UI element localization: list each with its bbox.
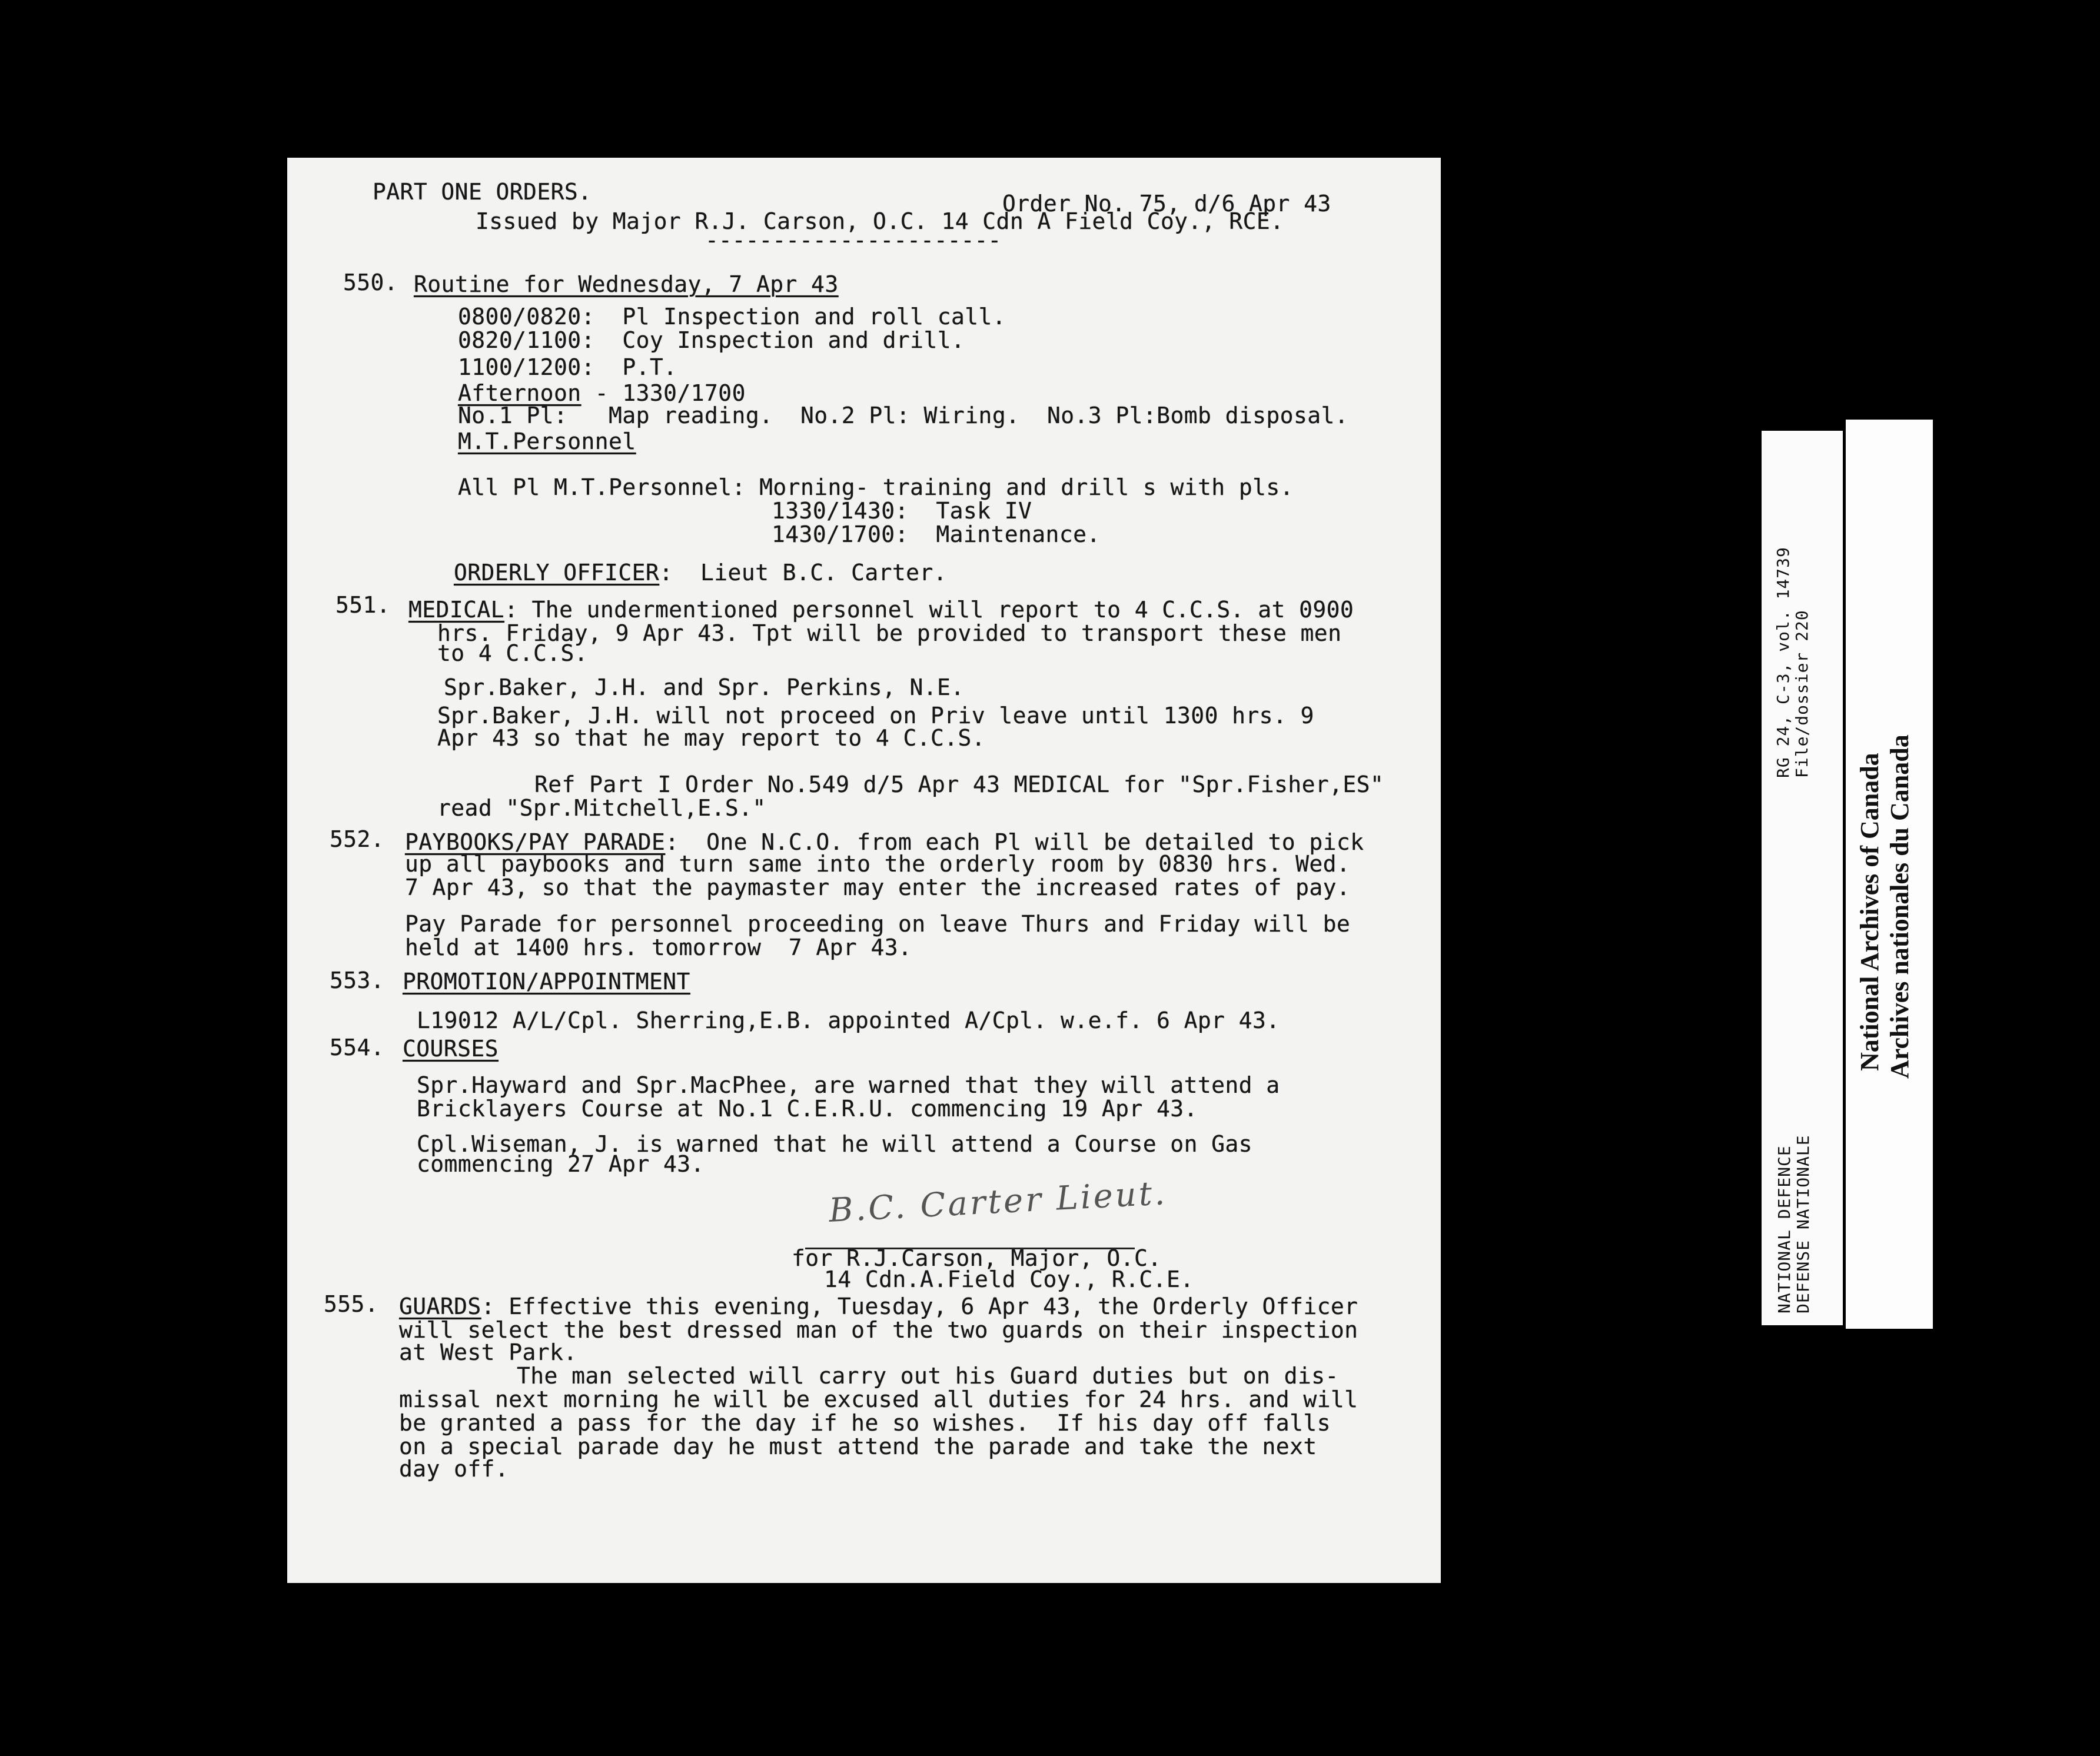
item-552-number: 552.	[330, 826, 385, 852]
schedule-line: 0800/0820: Pl Inspection and roll call.	[458, 304, 1006, 330]
archive-name-fr: Archives nationales du Canada	[1885, 734, 1914, 1079]
afternoon-time: - 1330/1700	[581, 380, 746, 406]
item-554-line: commencing 27 Apr 43.	[417, 1151, 705, 1177]
item-552-line: held at 1400 hrs. tomorrow 7 Apr 43.	[405, 934, 912, 960]
item-551-names: Spr.Baker, J.H. and Spr. Perkins, N.E.	[444, 674, 965, 700]
item-555-line: The man selected will carry out his Guard duties but on dis-	[517, 1363, 1339, 1389]
promotion-heading: PROMOTION/APPOINTMENT	[403, 969, 690, 995]
guards-heading: GUARDS	[399, 1293, 481, 1319]
item-555-line: at West Park.	[399, 1339, 577, 1365]
signature-unit-line: 14 Cdn.A.Field Coy., R.C.E.	[824, 1266, 1194, 1292]
mt-line: 1430/1700: Maintenance.	[772, 521, 1101, 547]
item-554-number: 554.	[330, 1035, 385, 1060]
medical-heading: MEDICAL	[408, 597, 504, 623]
item-551-line	[408, 598, 1354, 621]
document-page	[287, 158, 1441, 1583]
item-555-line: on a special parade day he must attend the parade and take the next	[399, 1434, 1317, 1459]
orderly-officer-value: : Lieut B.C. Carter.	[659, 560, 948, 586]
item-551-text: : The undermentioned personnel will report to 4 C.C.S. at 0900	[504, 597, 1354, 623]
item-552-text: : One N.C.O. from each Pl will be detailed to pick	[665, 829, 1364, 855]
item-551-line: Apr 43 so that he may report to 4 C.C.S.	[437, 725, 986, 751]
archive-name-card	[1846, 420, 1933, 1329]
item-555-number: 555.	[324, 1291, 379, 1317]
item-554-line: Bricklayers Course at No.1 C.E.R.U. commencing 19 Apr 43.	[417, 1096, 1198, 1122]
item-555-line: will select the best dressed man of the two guards on their inspection	[399, 1317, 1358, 1343]
archive-name-en: National Archives of Canada	[1855, 753, 1884, 1071]
header-rule: ----------------------	[705, 227, 1002, 253]
order-number: Order No. 75, d/6 Apr 43	[1002, 191, 1331, 217]
item-551-line: Spr.Baker, J.H. will not proceed on Priv leave until 1300 hrs. 9	[437, 703, 1314, 729]
mt-line: All Pl M.T.Personnel: Morning- training and drill s with pls.	[458, 474, 1294, 500]
issued-by: Issued by Major R.J. Carson, O.C. 14 Cdn A Field Coy., RCE.	[476, 208, 1284, 234]
department-line: DEFENSE NATIONALE	[1793, 1135, 1813, 1313]
signature-for-line: for R.J.Carson, Major, O.C.	[792, 1245, 1162, 1271]
item-554-line: Spr.Hayward and Spr.MacPhee, are warned that they will attend a	[417, 1072, 1280, 1098]
item-552-line: Pay Parade for personnel proceeding on leave Thurs and Friday will be	[405, 911, 1351, 937]
item-555-line: day off.	[399, 1456, 509, 1482]
item-555-line	[399, 1295, 1358, 1318]
item-553-number: 553.	[330, 967, 385, 993]
handwritten-signature: B.C. Carter Lieut.	[828, 1173, 1168, 1230]
afternoon-label: Afternoon	[458, 380, 582, 406]
afternoon-line	[458, 381, 746, 405]
item-552-line: up all paybooks and turn same into the orderly room by 0830 hrs. Wed.	[405, 851, 1351, 877]
mt-personnel-heading: M.T.Personnel	[458, 428, 636, 454]
item-554-line: Cpl.Wiseman, J. is warned that he will attend a Course on Gas	[417, 1131, 1252, 1157]
item-553-line: L19012 A/L/Cpl. Sherring,E.B. appointed A/Cpl. w.e.f. 6 Apr 43.	[417, 1007, 1280, 1033]
item-551-line: read "Spr.Mitchell,E.S."	[437, 795, 766, 821]
item-552-line	[405, 830, 1364, 854]
archive-reference-line: File/dossier 220	[1792, 610, 1812, 778]
archive-reference-line: RG 24, C-3, vol. 14739	[1773, 547, 1793, 778]
item-552-line: 7 Apr 43, so that the paymaster may enter the increased rates of pay.	[405, 874, 1351, 900]
courses-heading: COURSES	[403, 1036, 499, 1062]
mt-line: 1330/1430: Task IV	[772, 498, 1032, 524]
platoon-tasks: No.1 Pl: Map reading. No.2 Pl: Wiring. No.3 Pl:Bomb disposal.	[458, 403, 1349, 428]
item-551-line: Ref Part I Order No.549 d/5 Apr 43 MEDICAL for "Spr.Fisher,ES"	[534, 771, 1384, 797]
item-555-text: : Effective this evening, Tuesday, 6 Apr 43, the Orderly Officer	[481, 1293, 1358, 1319]
item-550-number: 550.	[343, 270, 398, 295]
item-551-line: to 4 C.C.S.	[437, 640, 589, 666]
orderly-officer	[454, 561, 947, 584]
department-line: NATIONAL DEFENCE	[1775, 1145, 1794, 1313]
item-550-heading: Routine for Wednesday, 7 Apr 43	[414, 271, 839, 297]
item-555-line: be granted a pass for the day if he so wishes. If his day off falls	[399, 1410, 1331, 1436]
item-551-line: hrs. Friday, 9 Apr 43. Tpt will be provided to transport these men	[437, 620, 1342, 646]
schedule-line: 1100/1200: P.T.	[458, 354, 677, 380]
schedule-line: 0820/1100: Coy Inspection and drill.	[458, 327, 965, 353]
paybooks-heading: PAYBOOKS/PAY PARADE	[405, 829, 666, 855]
orderly-officer-label: ORDERLY OFFICER	[454, 560, 660, 586]
item-555-line: missal next morning he will be excused all duties for 24 hrs. and will	[399, 1386, 1358, 1412]
item-551-number: 551.	[335, 592, 391, 618]
archive-reference-card	[1762, 431, 1843, 1325]
orders-title: PART ONE ORDERS.	[373, 179, 592, 205]
